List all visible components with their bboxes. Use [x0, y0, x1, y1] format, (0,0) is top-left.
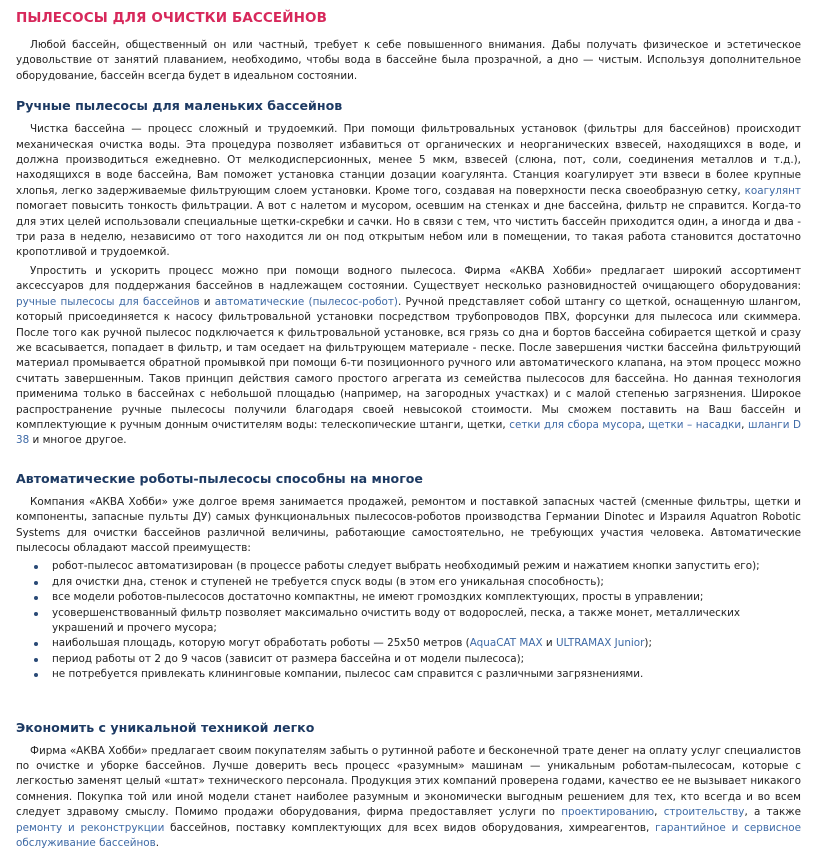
manual-heading: Ручные пылесосы для маленьких бассейнов — [16, 98, 343, 114]
debris-nets-link[interactable]: сетки для сбора мусора — [509, 418, 642, 431]
intro-paragraph — [16, 38, 801, 84]
manual-p1-text-b: помогает повысить тонкость фильтрации. А вот с налетом и мусором, осевшим на стенках и дне бассейна, фильтр не справится. Когда-то для этих целей использовали специальные щетки-скребки и сачки. Но в связи с тем, что чистить бассейн приходится один, а иногда и два - три раза в неделю, независимо от того находится ли он под открытым небом или в помещении, то такая работа становится достаточно кропотливой и трудоемкой. — [16, 200, 801, 259]
hoses-d38-link[interactable]: шланги D 38 — [16, 418, 802, 447]
economy-p1-end: . — [155, 837, 160, 850]
robot-vacuums-link[interactable]: автоматические (пылесос-робот) — [214, 295, 398, 308]
economy-p1-mid: , а также — [744, 806, 802, 819]
economy-paragraph-1 — [16, 744, 801, 851]
item5-text-b: ); — [644, 637, 652, 650]
list-item: не потребуется привлекать клининговые компании, пылесос сам справится с различными загрязнениями. — [32, 667, 801, 682]
manual-vacuums-link[interactable]: ручные пылесосы для бассейнов — [16, 295, 200, 308]
page-title: ПЫЛЕСОСЫ ДЛЯ ОЧИСТКИ БАССЕЙНОВ — [16, 10, 328, 26]
manual-p2-sep-2: , — [741, 418, 748, 431]
robots-p1-text: Компания «АКВА Хобби» уже долгое время занимается продажей, ремонтом и поставкой запасных частей (сменные фильтры, щетки и компоненты, запасные пульты ДУ) самых функциональных пылесосов-роботов производства Германии Dinotec и Израиля Aquatron Robotic Systems для очистки бассейнов различной величины, работающие самостоятельно, не требующих участия человека. Автоматические пылесосы обладают массой преимуществ: — [16, 495, 801, 554]
manual-paragraph-2 — [16, 264, 801, 449]
item5-text-a: наибольшая площадь, которую могут обработать роботы — 25х50 метров ( — [52, 637, 470, 650]
design-link[interactable]: проектированию — [561, 806, 655, 819]
economy-p1-mid-2: бассейнов, поставку комплектующих для всех видов оборудования, химреагентов, — [164, 821, 656, 834]
robots-paragraph-1 — [16, 495, 801, 557]
manual-p2-text-a: Упростить и ускорить процесс можно при помощи водного пылесоса. Фирма «АКВА Хобби» предлагает широкий ассортимент аксессуаров для поддержания бассейнов в надлежащем состоянии. Существует несколько разновидностей очищающего оборудования: — [16, 264, 801, 293]
list-item: робот-пылесос автоматизирован (в процессе работы следует выбрать необходимый режим и нажатием кнопки запустить его); — [32, 559, 801, 574]
service-link[interactable]: гарантийное и сервисное обслуживание бассейнов — [16, 821, 801, 850]
manual-paragraph-1 — [16, 122, 801, 261]
construction-link[interactable]: строительству — [663, 806, 745, 819]
manual-p2-text-b: . Ручной представляет собой штангу со щеткой, оснащенную шлангом, который присоединяется к насосу фильтровальной установки посредством трубопроводов ПВХ, форсунки для пылесоса или скиммера. После того как ручной пылесос подключается к фильтровальной установке, вся грязь со дна и бортов бассейна собирается щеткой и сразу же всасывается, попадает в фильтр, и там оседает на фильтрующем материале - песке. После завершения чистки бассейна фильтрующий материал промывается обратной промывкой при помощи 6-ти позиционного ручного или автоматического клапана, на этом процесс можно считать завершенным. Таков принцип действия самого простого агрегата из семейства пылесосов для бассейна. Но данная технология применима только в бассейнах с небольшой площадью (например, на загородных участках) и с малой степенью загрязнения. Широкое распространение ручные пылесосы получили благодаря своей невысокой стоимости. Мы сможем поставить на Ваш бассейн и комплектующие к ручным донным очистителям воды: телескопические штанги, щетки, — [16, 295, 801, 431]
aquacat-max-link[interactable]: AquaCAT MAX — [469, 637, 543, 650]
list-item: период работы от 2 до 9 часов (зависит от размера бассейна и от модели пылесоса); — [32, 652, 801, 667]
manual-p2-and: и — [199, 295, 215, 308]
list-item: для очистки дна, стенок и ступеней не требуется спуск воды (в этом его уникальная способность); — [32, 575, 801, 590]
robots-section — [16, 471, 801, 683]
manual-p1-text-a: Чистка бассейна — процесс сложный и трудоемкий. При помощи фильтровальных установок (фильтры для бассейнов) происходит механическая очистка воды. Эта процедура позволяет избавиться от органических и неорганических взвесей, находящихся в воде, и должна производиться ежедневно. От мелкодисперсионных, менее 5 мкм, взвесей (слюна, пот, соли, соединения металлов и т.д.), находящихся в воде бассейна, Вам поможет установка станции дозации коагулянта. Станция коагулирует эти взвеси в более крупные хлопья, легко задерживаемые фильтрующим слоем установки. Кроме того, создавая на поверхности песка своеобразную сетку, — [16, 123, 801, 197]
list-item: усовершенствованный фильтр позволяет максимально очистить воду от водорослей, песка, а также монет, металлических украшений и прочего мусора; — [32, 606, 801, 637]
coagulant-link[interactable]: коагулянт — [744, 184, 801, 197]
ultramax-junior-link[interactable]: ULTRAMAX Junior — [555, 637, 645, 650]
economy-heading: Экономить с уникальной техникой легко — [16, 719, 315, 735]
economy-section — [16, 720, 801, 851]
item5-mid: и — [542, 637, 556, 650]
intro-text: Любой бассейн, общественный он или частный, требует к себе повышенного внимания. Дабы получать физическое и эстетическое удовольствие от занятий плаванием, необходимо, чтобы вода в бассейне была прозрачной, а дно — чистым. Используя дополнительное оборудование, бассейн всегда будет в идеальном состоянии. — [16, 39, 801, 82]
manual-p2-sep-1: , — [641, 418, 649, 431]
advantages-list — [16, 559, 801, 682]
repair-link[interactable]: ремонту и реконструкции — [16, 821, 165, 834]
economy-p1-text-a: Фирма «АКВА Хобби» предлагает своим покупателям забыть о рутинной работе и бесконечной трате денег на оплату услуг специалистов по очистке и уборке бассейнов. Лучше доверить весь процесс «разумным» машинам — уникальным роботам-пылесосам, которые с легкостью заменят целый «штат» технического персонала. Продукция этих компаний проверена годами, качество ее не вызывает никакого сомнения. Покупка той или иной модели станет наиболее разумным и экономически выгодным решением для тех, кто всегда и во всем следует здравому смыслу. Помимо продажи оборудования, фирма предоставляет услуги по — [16, 744, 801, 819]
manual-p2-end: и многое другое. — [29, 434, 127, 447]
list-item: все модели роботов-пылесосов достаточно компактны, не имеют громоздких комплектующих, просты в управлении; — [32, 590, 801, 605]
manual-section — [16, 98, 801, 449]
robots-heading: Автоматические роботы-пылесосы способны на многое — [16, 470, 423, 486]
economy-p1-sep: , — [654, 806, 664, 819]
brush-attachments-link[interactable]: щетки – насадки — [648, 418, 742, 431]
list-item — [32, 636, 801, 651]
